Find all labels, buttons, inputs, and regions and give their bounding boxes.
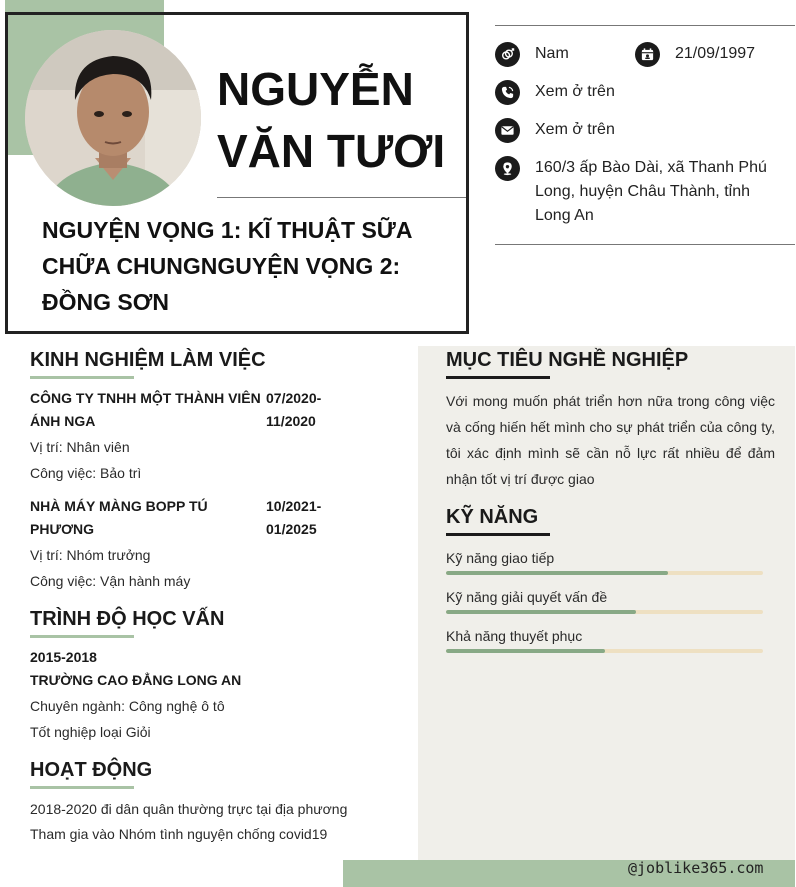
activity-item-2: Tham gia vào Nhóm tình nguyện chống covid19 <box>30 826 328 842</box>
experience-2-company-line-1: NHÀ MÁY MÀNG BOPP TÚ <box>30 498 208 514</box>
education-grade: Tốt nghiệp loại Giỏi <box>30 724 151 740</box>
education-years: 2015-2018 <box>30 649 97 665</box>
footer-brand: @joblike365.com <box>628 859 764 877</box>
education-major: Chuyên ngành: Công nghệ ô tô <box>30 698 225 714</box>
experience-title: KINH NGHIỆM LÀM VIỆC <box>30 349 266 371</box>
experience-2-company-line-2: PHƯƠNG <box>30 521 95 537</box>
experience-2-position: Vị trí: Nhóm trưởng <box>30 547 151 563</box>
phone-value: Xem ở trên <box>535 83 615 100</box>
gender-icon <box>495 42 520 67</box>
education-school: TRƯỜNG CAO ĐẲNG LONG AN <box>30 672 242 688</box>
skills-title: KỸ NĂNG <box>446 506 539 528</box>
skill-bar-1-fill <box>446 571 668 575</box>
activity-item-1: 2018-2020 đi dân quân thường trực tại địa phương <box>30 801 348 817</box>
job-aspiration: NGUYỆN VỌNG 1: KĨ THUẬT SỮA CHỮA CHUNGNGUYỆN VỌNG 2: ĐỒNG SƠN <box>42 217 412 315</box>
name-line-1: NGUYỄN <box>217 63 414 115</box>
education-title-underline <box>30 635 134 638</box>
address-value: 160/3 ấp Bào Dài, xã Thanh Phú Long, huyện Châu Thành, tỉnh Long An <box>535 159 767 224</box>
skill-bar-1 <box>446 571 763 575</box>
email-value: Xem ở trên <box>535 121 615 138</box>
objective-title: MỤC TIÊU NGHỀ NGHIỆP <box>446 349 689 371</box>
birthdate-value: 21/09/1997 <box>675 45 756 62</box>
experience-2-work: Công việc: Vận hành máy <box>30 573 191 589</box>
experience-1-date-start: 07/2020- <box>266 390 322 406</box>
experience-1-work: Công việc: Bảo trì <box>30 465 142 481</box>
experience-1-company-line-1: CÔNG TY TNHH MỘT THÀNH VIÊN <box>30 390 261 406</box>
experience-2-date-start: 10/2021- <box>266 498 322 514</box>
skill-bar-3 <box>446 649 763 653</box>
name-divider <box>217 197 466 198</box>
skills-title-underline <box>446 533 550 536</box>
avatar-photo <box>25 30 201 206</box>
name-line-2: VĂN TƯƠI <box>217 125 446 177</box>
skill-label-3: Khả năng thuyết phục <box>446 628 583 644</box>
skill-label-2: Kỹ năng giải quyết vấn đề <box>446 589 608 605</box>
location-icon <box>495 156 520 181</box>
activities-title: HOẠT ĐỘNG <box>30 759 153 781</box>
avatar <box>25 30 201 206</box>
calendar-icon <box>635 42 660 67</box>
mail-icon <box>495 118 520 143</box>
objective-text: Với mong muốn phát triển hơn nữa trong công việc và cống hiến hết mình cho sự phát triển của công ty, tôi xác định mình sẽ cần nỗ lực rất nhiều để đảm nhận tốt vị trí được giao <box>446 393 775 487</box>
contact-top-divider <box>495 25 795 26</box>
phone-icon <box>495 80 520 105</box>
experience-1-position: Vị trí: Nhân viên <box>30 439 130 455</box>
experience-2-date-end: 01/2025 <box>266 521 317 537</box>
experience-1-company-line-2: ÁNH NGA <box>30 413 96 429</box>
contact-bottom-divider <box>495 244 795 245</box>
skill-label-1: Kỹ năng giao tiếp <box>446 550 555 566</box>
full-name <box>217 58 462 182</box>
gender-value: Nam <box>535 45 569 62</box>
skill-bar-2 <box>446 610 763 614</box>
education-title: TRÌNH ĐỘ HỌC VẤN <box>30 608 225 630</box>
experience-1-date-end: 11/2020 <box>266 413 316 429</box>
skill-bar-2-fill <box>446 610 636 614</box>
skill-bar-3-fill <box>446 649 605 653</box>
experience-title-underline <box>30 376 134 379</box>
objective-title-underline <box>446 376 550 379</box>
activities-title-underline <box>30 786 134 789</box>
